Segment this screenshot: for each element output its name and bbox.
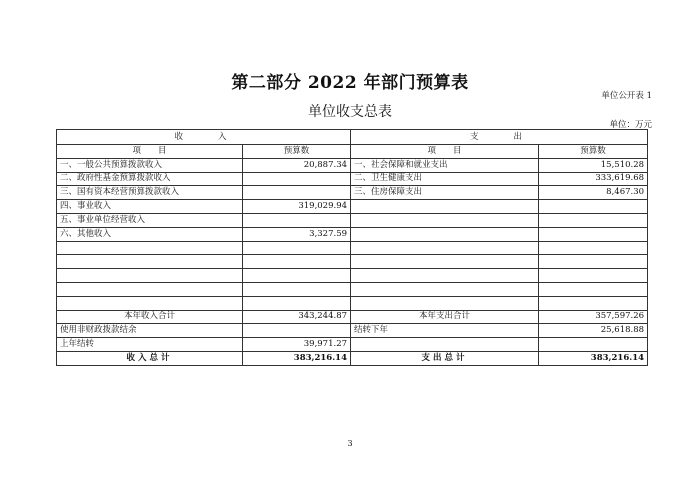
year-income-total-label: 本年收入合计 <box>57 310 243 324</box>
grand-total-row <box>57 351 648 365</box>
expense-amount <box>539 200 648 214</box>
expense-item: 一、社会保障和就业支出 <box>351 158 539 172</box>
year-total-row <box>57 310 648 324</box>
income-item <box>57 241 243 255</box>
budget-summary-table <box>56 129 648 366</box>
expense-amount <box>539 227 648 241</box>
income-item <box>57 269 243 283</box>
income-amount <box>243 282 351 296</box>
table-row <box>57 255 648 269</box>
table-row <box>57 241 648 255</box>
table-row <box>57 269 648 283</box>
income-amount <box>243 186 351 200</box>
balance-row <box>57 324 648 338</box>
income-amount-header: 预算数 <box>243 145 351 159</box>
page-number: 3 <box>347 439 353 448</box>
non-fiscal-amount <box>243 324 351 338</box>
income-item-header: 项 目 <box>57 145 243 159</box>
expense-amount: 333,619.68 <box>539 172 648 186</box>
non-fiscal-label: 使用非财政拨款结余 <box>57 324 243 338</box>
income-grand-total: 383,216.14 <box>243 351 351 365</box>
table-row <box>57 282 648 296</box>
expense-amount: 8,467.30 <box>539 186 648 200</box>
expense-amount <box>539 269 648 283</box>
income-item: 三、国有资本经营预算拨款收入 <box>57 186 243 200</box>
income-amount <box>243 269 351 283</box>
table-row <box>57 172 648 186</box>
expense-item <box>351 213 539 227</box>
unit-label: 单位：万元 <box>609 120 652 130</box>
expense-item <box>351 227 539 241</box>
year-expense-total-label: 本年支出合计 <box>351 310 539 324</box>
last-year-row <box>57 338 648 352</box>
income-grand-total-label: 收入总计 <box>57 351 243 365</box>
income-item: 四、事业收入 <box>57 200 243 214</box>
expense-amount-header: 预算数 <box>539 145 648 159</box>
income-amount <box>243 255 351 269</box>
empty-cell <box>351 338 539 352</box>
expense-item: 三、住房保障支出 <box>351 186 539 200</box>
table-row <box>57 186 648 200</box>
last-year-label: 上年结转 <box>57 338 243 352</box>
expense-grand-total-label: 支出总计 <box>351 351 539 365</box>
expense-item <box>351 241 539 255</box>
expense-amount: 15,510.28 <box>539 158 648 172</box>
last-year-amount: 39,971.27 <box>243 338 351 352</box>
section-header-row <box>57 130 648 145</box>
expense-amount <box>539 282 648 296</box>
expense-amount <box>539 241 648 255</box>
income-item: 六、其他收入 <box>57 227 243 241</box>
income-item: 五、事业单位经营收入 <box>57 213 243 227</box>
empty-cell <box>539 338 648 352</box>
expense-item <box>351 269 539 283</box>
income-item <box>57 296 243 310</box>
income-amount <box>243 241 351 255</box>
table-title: 单位收支总表 <box>308 104 392 120</box>
income-item: 一、一般公共预算拨款收入 <box>57 158 243 172</box>
page-title: 第二部分 2022 年部门预算表 <box>231 73 469 93</box>
year-income-total: 343,244.87 <box>243 310 351 324</box>
income-amount <box>243 296 351 310</box>
table-row <box>57 200 648 214</box>
carry-forward-amount: 25,618.88 <box>539 324 648 338</box>
expense-item <box>351 200 539 214</box>
income-item: 二、政府性基金预算拨款收入 <box>57 172 243 186</box>
form-number: 单位公开表 1 <box>601 91 652 101</box>
expense-item <box>351 255 539 269</box>
expense-section-header: 支 出 <box>351 130 648 145</box>
expense-amount <box>539 255 648 269</box>
year-expense-total: 357,597.26 <box>539 310 648 324</box>
income-item <box>57 255 243 269</box>
expense-grand-total: 383,216.14 <box>539 351 648 365</box>
expense-amount <box>539 296 648 310</box>
expense-item <box>351 282 539 296</box>
expense-item-header: 项 目 <box>351 145 539 159</box>
income-item <box>57 282 243 296</box>
table-row <box>57 227 648 241</box>
expense-item: 二、卫生健康支出 <box>351 172 539 186</box>
income-amount <box>243 213 351 227</box>
income-amount: 319,029.94 <box>243 200 351 214</box>
income-amount: 3,327.59 <box>243 227 351 241</box>
table-row <box>57 158 648 172</box>
expense-amount <box>539 213 648 227</box>
table-row <box>57 213 648 227</box>
table-row <box>57 296 648 310</box>
carry-forward-label: 结转下年 <box>351 324 539 338</box>
column-header-row <box>57 145 648 159</box>
income-amount <box>243 172 351 186</box>
income-amount: 20,887.34 <box>243 158 351 172</box>
income-section-header: 收 入 <box>57 130 351 145</box>
expense-item <box>351 296 539 310</box>
